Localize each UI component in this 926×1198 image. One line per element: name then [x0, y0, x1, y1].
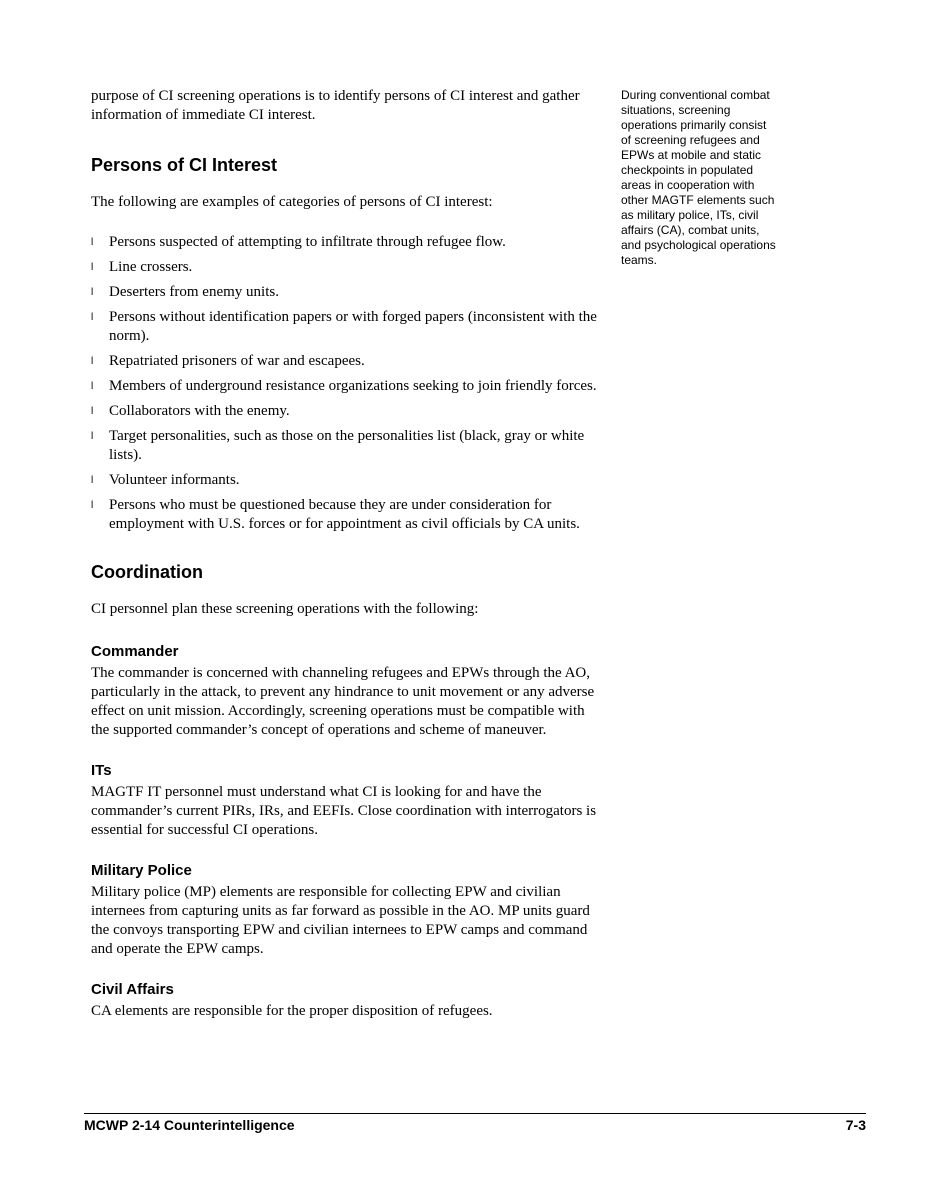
military-police-heading: Military Police [91, 862, 192, 879]
its-heading: ITs [91, 762, 112, 779]
bullet-icon: l [91, 475, 94, 486]
footer-rule [84, 1113, 866, 1114]
military-police-text: Military police (MP) elements are responsible for collecting EPW and civilian internees from capturing units as far forward as possible in the AO. MP units guard the convoys transporting EPW and civilian internees to EPW camps and command and operate the EPW camps. [91, 884, 590, 957]
bullet-icon: l [91, 287, 94, 298]
coordination-lead: CI personnel plan these screening operations with the following: [91, 601, 479, 617]
persons-heading: Persons of CI Interest [91, 155, 278, 175]
bullet-icon: l [91, 431, 94, 442]
military-police-section [91, 861, 601, 959]
its-section [91, 761, 601, 840]
list-item: l Repatriated prisoners of war and escapees. [91, 353, 365, 369]
civil-affairs-heading: Civil Affairs [91, 981, 174, 998]
persons-list [91, 233, 601, 534]
civil-affairs-section [91, 980, 601, 1021]
list-item: l Persons without identification papers or with forged papers (inconsistent with the norm). [91, 309, 597, 344]
bullet-icon: l [91, 262, 94, 273]
bullet-icon: l [91, 237, 94, 248]
list-item: l Members of underground resistance organizations seeking to join friendly forces. [91, 378, 597, 394]
commander-heading: Commander [91, 643, 179, 660]
commander-text: The commander is concerned with channeling refugees and EPWs through the AO, particularly in the attack, to prevent any hindrance to unit movement or any adverse effect on unit mission. Accordingly, screening operations must be compatible with the supported commander’s concept of operations and scheme of maneuver. [91, 665, 595, 738]
bullet-icon: l [91, 356, 94, 367]
coordination-heading: Coordination [91, 562, 203, 582]
bullet-icon: l [91, 381, 94, 392]
bullet-icon: l [91, 312, 94, 323]
page-number: 7-3 [845, 1117, 866, 1133]
list-item: l Persons who must be questioned because they are under consideration for employment with U.S. forces or for appointment as civil officials by CA units. [91, 497, 580, 532]
list-item: l Deserters from enemy units. [91, 284, 279, 300]
footer-title: MCWP 2-14 Counterintelligence [84, 1117, 295, 1133]
commander-section [91, 642, 601, 740]
list-item: l Collaborators with the enemy. [91, 403, 290, 419]
main-column [91, 87, 601, 1042]
bullet-icon: l [91, 500, 94, 511]
list-item: l Volunteer informants. [91, 472, 240, 488]
list-item: l Persons suspected of attempting to infiltrate through refugee flow. [91, 234, 506, 250]
civil-affairs-text: CA elements are responsible for the proper disposition of refugees. [91, 1003, 493, 1019]
bullet-icon: l [91, 406, 94, 417]
intro-paragraph: purpose of CI screening operations is to identify persons of CI interest and gather information of immediate CI interest. [91, 88, 580, 123]
list-item: l Line crossers. [91, 259, 193, 275]
persons-lead: The following are examples of categories of persons of CI interest: [91, 194, 493, 210]
its-text: MAGTF IT personnel must understand what CI is looking for and have the commander’s current PIRs, IRs, and EEFIs. Close coordination with interrogators is essential for successful CI operations. [91, 784, 597, 838]
sidebar-note: During conventional combat situations, screening operations primarily consist of screening refugees and EPWs at mobile and static checkpoints in populated areas in cooperation with other MAGTF elements such as military police, ITs, civil affairs (CA), combat units, and psychological operations teams. [621, 88, 776, 267]
list-item: l Target personalities, such as those on the personalities list (black, gray or white lists). [91, 428, 585, 463]
